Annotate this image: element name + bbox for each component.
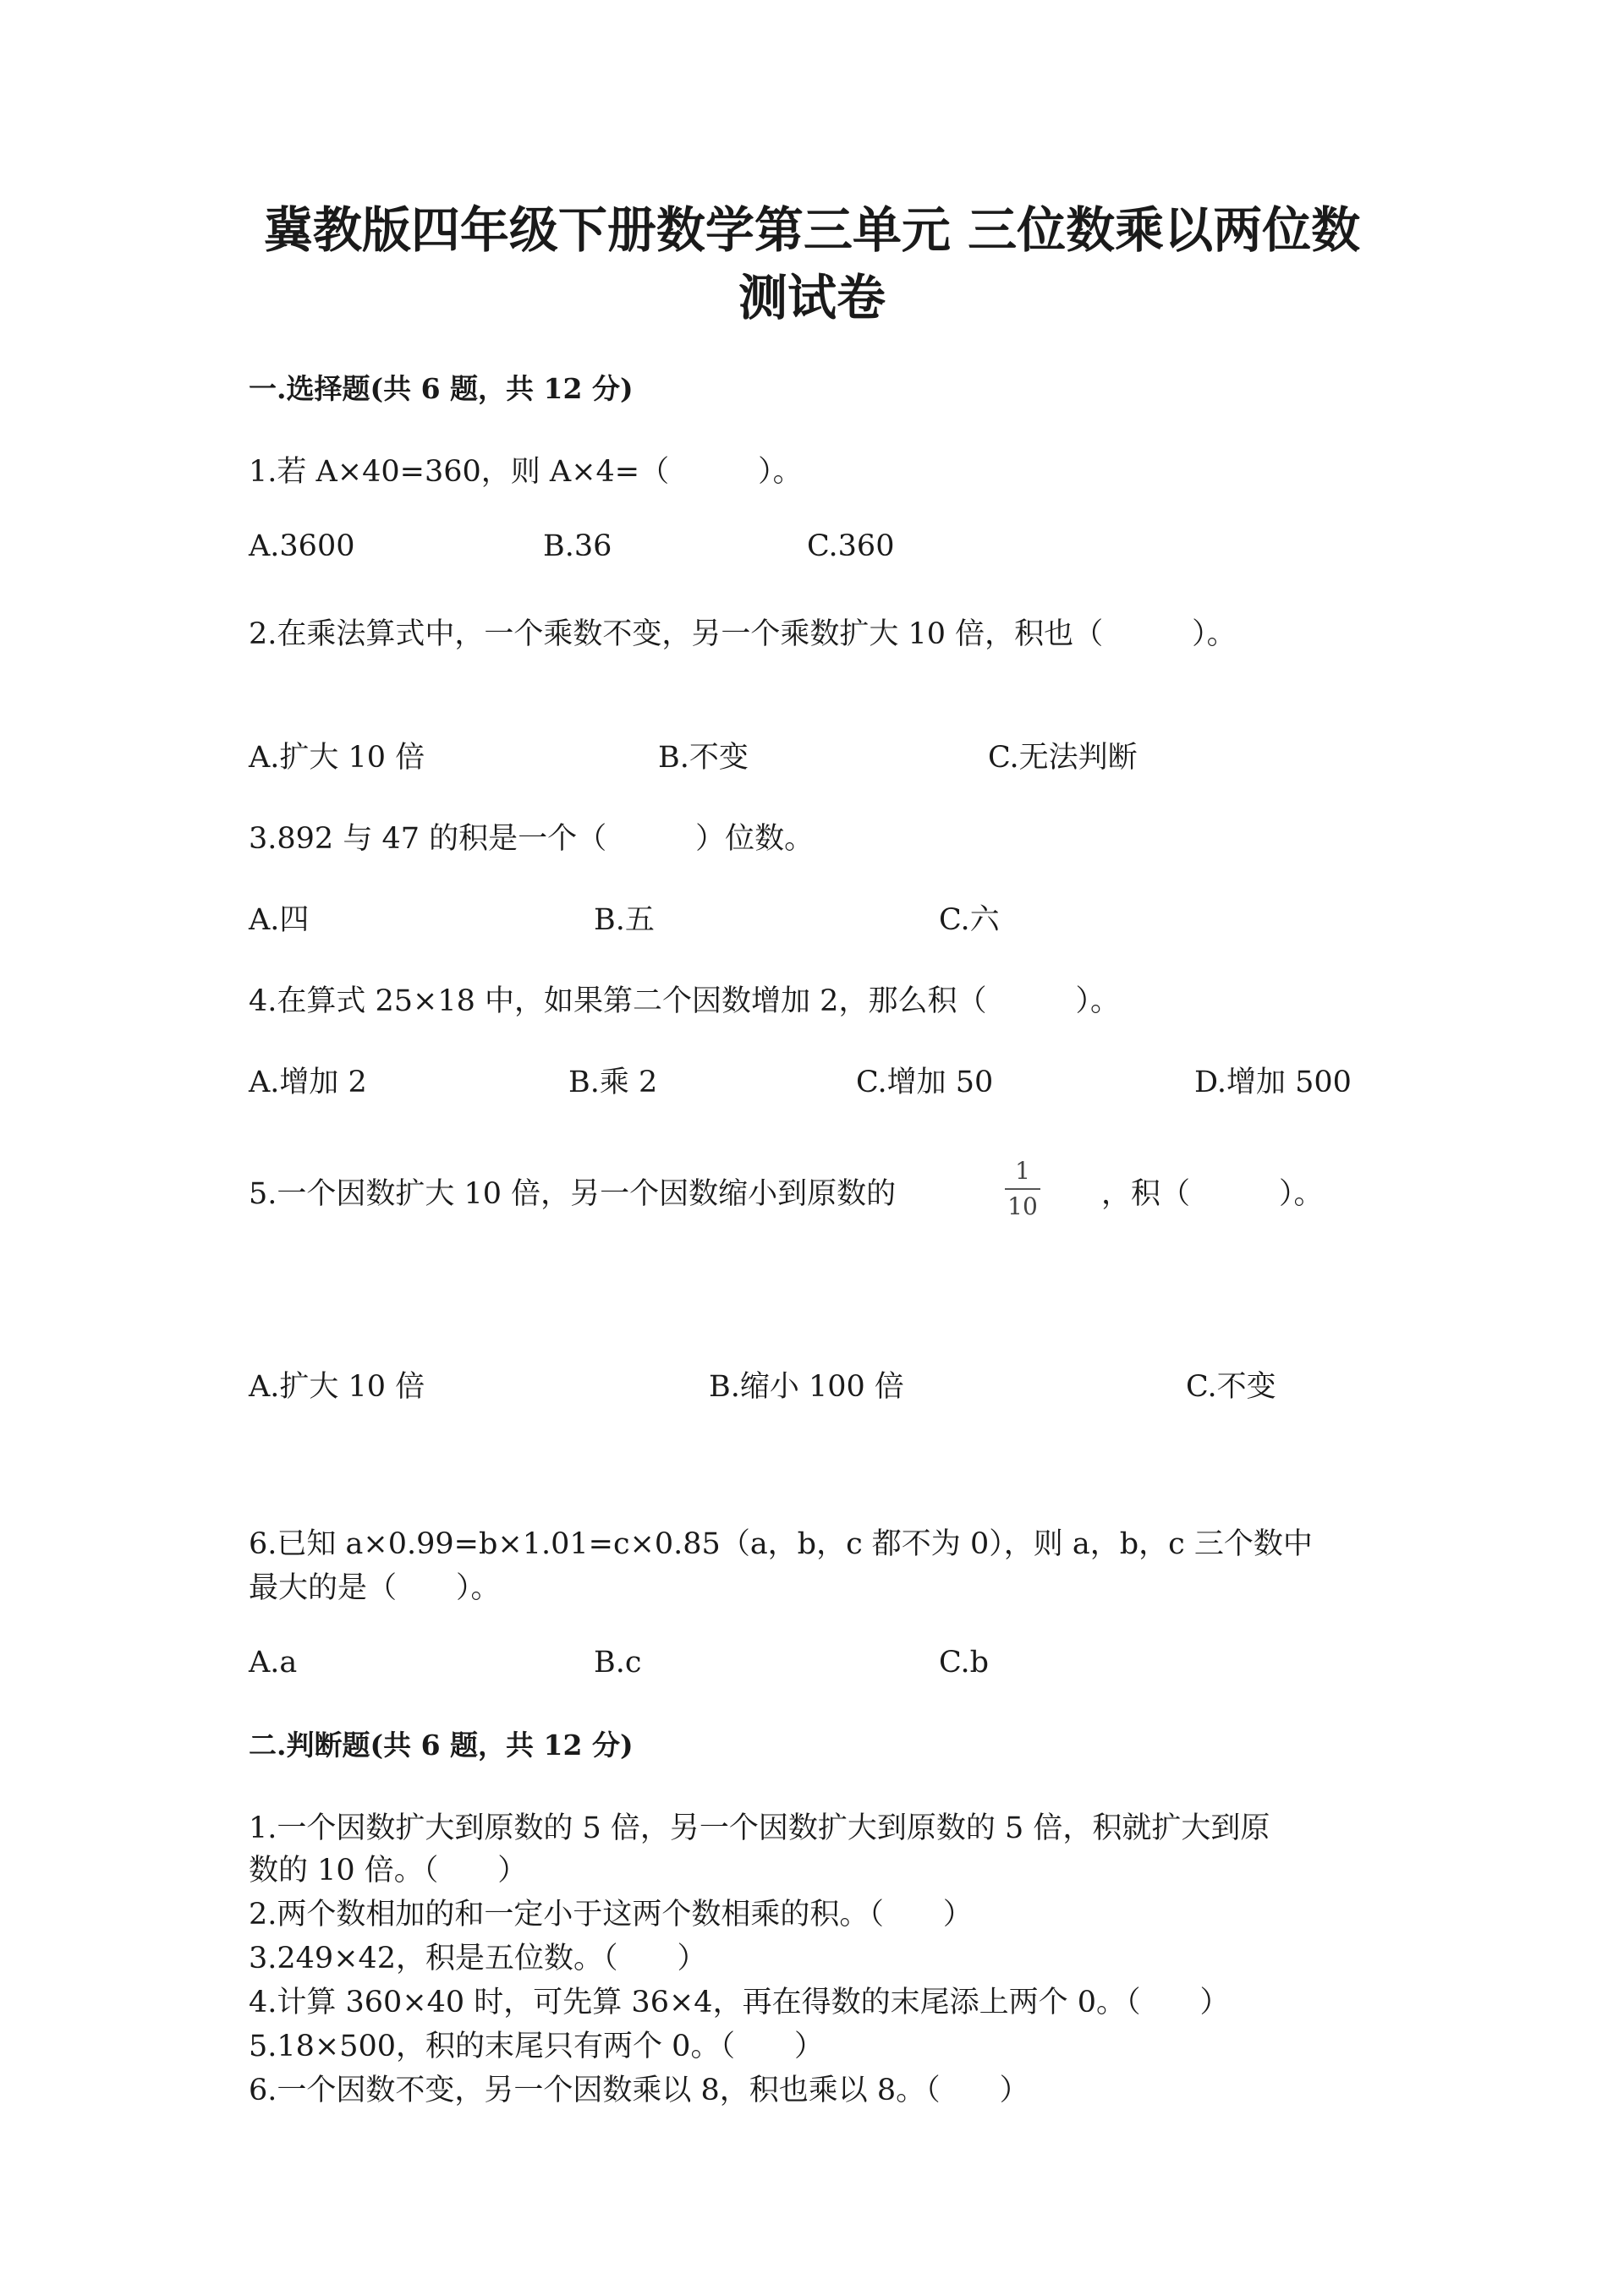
question-4: 4.在算式 25×18 中，如果第二个因数增加 2，那么积（ ）。 [249,984,1120,1018]
fraction-numerator: 1 [1015,1157,1030,1185]
q6-option-a: A.a [249,1646,298,1680]
q1-option-a: A.3600 [249,529,355,563]
q3-option-a: A.四 [249,903,310,937]
judgment-item-4: 4.计算 360×40 时，可先算 36×4，再在得数的末尾添上两个 0。（ ） [249,1986,1230,2019]
page-title-line2: 测试卷 [738,269,886,326]
page-title-line1: 冀教版四年级下册数学第三单元 三位数乘以两位数 [263,201,1361,259]
fraction-bar [1005,1188,1040,1190]
question-6-line2: 最大的是（ ）。 [249,1571,501,1605]
question-6-line1: 6.已知 a×0.99=b×1.01=c×0.85（a，b，c 都不为 0），则 a，b，c 三个数中 [249,1527,1313,1561]
judgment-item-3: 3.249×42，积是五位数。（ ） [249,1942,707,1975]
question-5-text-after: ，积（ ）。 [1101,1177,1324,1211]
q2-option-a: A.扩大 10 倍 [249,741,425,775]
q5-option-b: B.缩小 100 倍 [709,1370,904,1404]
section-heading-choice: 一.选择题(共 6 题，共 12 分) [249,372,634,405]
judgment-item-2: 2.两个数相加的和一定小于这两个数相乘的积。（ ） [249,1898,973,1932]
fraction-denominator: 10 [1007,1192,1038,1220]
judgment-item-6: 6.一个因数不变，另一个因数乘以 8，积也乘以 8。（ ） [249,2074,1029,2107]
q5-option-a: A.扩大 10 倍 [249,1370,425,1404]
q6-option-b: B.c [594,1646,642,1680]
q3-option-b: B.五 [594,903,655,937]
judgment-item-1-line2: 数的 10 倍。（ ） [249,1854,528,1888]
q4-option-a: A.增加 2 [249,1066,367,1099]
q4-option-c: C.增加 50 [856,1066,994,1099]
question-5-text-before: 5.一个因数扩大 10 倍，另一个因数缩小到原数的 [249,1177,897,1211]
fraction-one-tenth [1001,1157,1044,1221]
question-3: 3.892 与 47 的积是一个（ ）位数。 [249,822,815,856]
q4-option-b: B.乘 2 [568,1066,658,1099]
section-heading-judgment: 二.判断题(共 6 题，共 12 分) [249,1729,634,1762]
q6-option-c: C.b [939,1646,990,1680]
q5-option-c: C.不变 [1186,1370,1276,1404]
q3-option-c: C.六 [939,903,1000,937]
q2-option-c: C.无法判断 [988,741,1138,775]
question-1: 1.若 A×40=360，则 A×4=（ ）。 [249,455,803,489]
q4-option-d: D.增加 500 [1194,1066,1352,1099]
q2-option-b: B.不变 [658,741,749,775]
question-2: 2.在乘法算式中，一个乘数不变，另一个乘数扩大 10 倍，积也（ ）。 [249,617,1237,651]
q1-option-c: C.360 [807,529,895,563]
judgment-item-1-line1: 1.一个因数扩大到原数的 5 倍，另一个因数扩大到原数的 5 倍，积就扩大到原 [249,1811,1270,1845]
q1-option-b: B.36 [543,529,612,563]
judgment-item-5: 5.18×500，积的末尾只有两个 0。（ ） [249,2030,824,2063]
